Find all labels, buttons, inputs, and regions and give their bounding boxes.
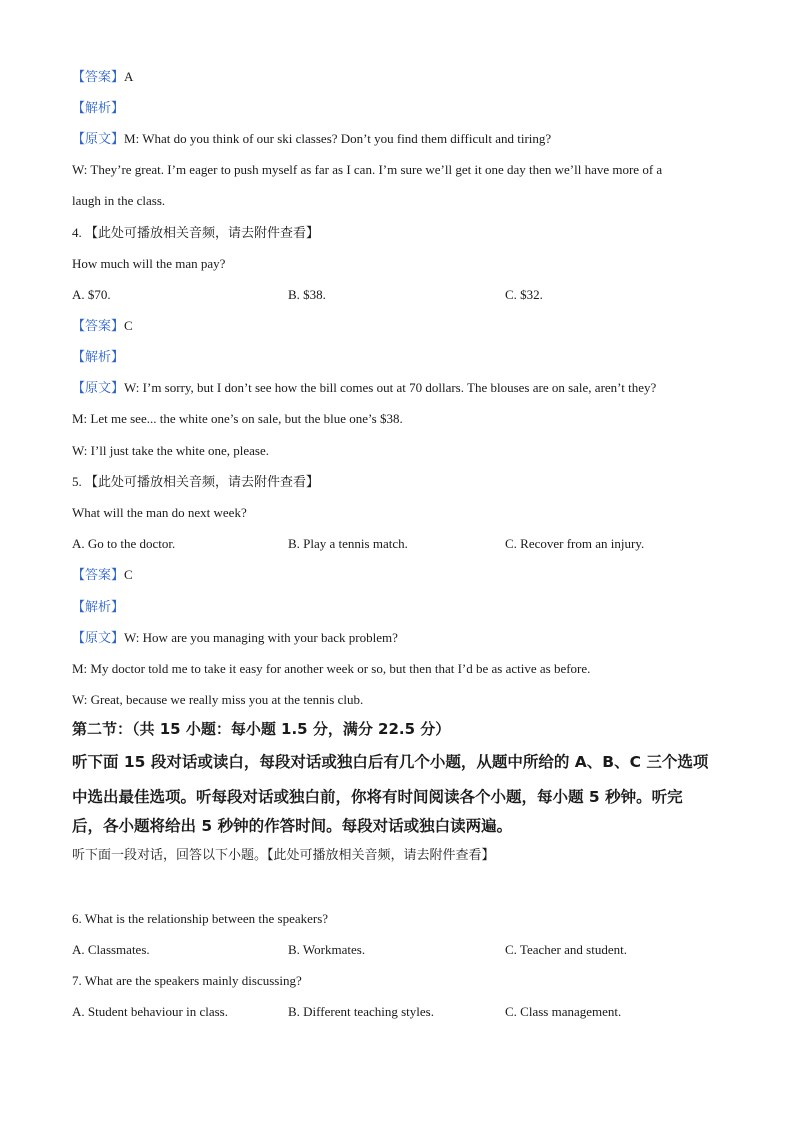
q5-option-b: B. Play a tennis match. — [288, 536, 408, 551]
q4-option-b: B. $38. — [288, 287, 326, 302]
q5-question: What will the man do next week? — [72, 505, 247, 520]
transcript-text: M: What do you think of our ski classes? Don’t you find them difficult and tiring? — [124, 131, 552, 146]
q4-analysis-line — [72, 348, 124, 366]
q6-option-b: B. Workmates. — [288, 942, 366, 957]
q3-transcript-line-2: W: They’re great. I’m eager to push myself as far as I can. I’m sure we’ll get it one day then we’ll have more of a — [72, 162, 663, 177]
q7-question: 7. What are the speakers mainly discussing? — [72, 973, 302, 988]
answer-tag: 【答案】 — [72, 567, 125, 582]
q3-transcript-line-1 — [72, 130, 551, 148]
q4-header — [72, 224, 319, 243]
q4-transcript-line-2: M: Let me see... the white one’s on sale, but the blue one’s $38. — [72, 411, 403, 426]
transcript-tag: 【原文】 — [72, 131, 125, 146]
q4-transcript-line-3: W: I’ll just take the white one, please. — [72, 443, 269, 458]
q4-answer-line — [72, 317, 133, 335]
section-instruction-2: 中选出最佳选项。听每段对话或独白前，你将有时间阅读各个小题，每小题 5 秒钟。听完 — [72, 788, 683, 806]
audio-note: 【此处可播放相关音频，请去附件查看】 — [85, 226, 320, 241]
answer-value: A — [124, 69, 134, 84]
transcript-text: W: I’m sorry, but I don’t see how the bill comes out at 70 dollars. The blouses are on sale, aren’t they? — [124, 380, 657, 395]
analysis-tag: 【解析】 — [72, 599, 125, 614]
answer-value: C — [124, 318, 133, 333]
answer-value: C — [124, 567, 133, 582]
q7-option-b: B. Different teaching styles. — [288, 1004, 434, 1019]
q7-option-c: C. Class management. — [505, 1004, 622, 1019]
q5-option-c: C. Recover from an injury. — [505, 536, 645, 551]
q5-transcript-line-2: M: My doctor told me to take it easy for another week or so, but then that I’d be as active as before. — [72, 661, 591, 676]
answer-tag: 【答案】 — [72, 69, 125, 84]
q5-transcript-line-1 — [72, 629, 398, 647]
q6-option-c: C. Teacher and student. — [505, 942, 627, 957]
question-number: 5. — [72, 474, 82, 489]
transcript-tag: 【原文】 — [72, 630, 125, 645]
transcript-tag: 【原文】 — [72, 380, 125, 395]
q5-transcript-line-3: W: Great, because we really miss you at the tennis club. — [72, 692, 364, 707]
q7-option-a: A. Student behaviour in class. — [72, 1004, 228, 1019]
analysis-tag: 【解析】 — [72, 349, 125, 364]
section-instruction-3: 后，各小题将给出 5 秒钟的作答时间。每段对话或独白读两遍。 — [72, 817, 513, 835]
transcript-text: W: How are you managing with your back problem? — [124, 630, 398, 645]
q6-option-a: A. Classmates. — [72, 942, 150, 957]
q5-option-a: A. Go to the doctor. — [72, 536, 176, 551]
question-number: 4. — [72, 225, 82, 240]
q4-transcript-line-1 — [72, 379, 656, 397]
q3-analysis-line — [72, 99, 124, 117]
q5-answer-line — [72, 566, 133, 584]
audio-note: 【此处可播放相关音频，请去附件查看】 — [85, 475, 320, 490]
q3-answer-line — [72, 68, 133, 86]
q3-transcript-line-3: laugh in the class. — [72, 193, 166, 208]
section-title: 第二节：（共 15 小题：每小题 1.5 分，满分 22.5 分） — [72, 720, 451, 738]
q4-option-a: A. $70. — [72, 287, 111, 302]
q5-analysis-line — [72, 598, 124, 616]
q5-header — [72, 473, 319, 492]
q4-question: How much will the man pay? — [72, 256, 226, 271]
q4-option-c: C. $32. — [505, 287, 543, 302]
listen-note: 听下面一段对话，回答以下小题。【此处可播放相关音频，请去附件查看】 — [72, 848, 495, 863]
q6-question: 6. What is the relationship between the speakers? — [72, 911, 329, 926]
analysis-tag: 【解析】 — [72, 100, 125, 115]
answer-tag: 【答案】 — [72, 318, 125, 333]
section-instruction-1: 听下面 15 段对话或读白，每段对话或独白后有几个小题，从题中所给的 A、B、C 三个选项 — [72, 753, 709, 771]
